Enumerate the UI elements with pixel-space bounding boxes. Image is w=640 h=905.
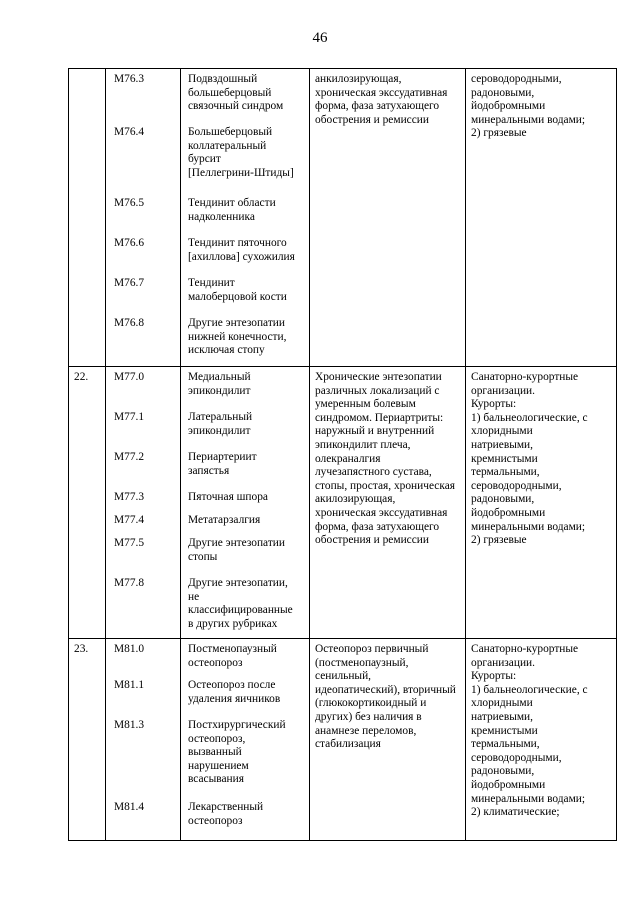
table-row: [69, 69, 617, 367]
disease-form-text: анкилозирующая, хроническая экссудативная форма, фаза затухающего обострения и ремиссии: [315, 73, 448, 126]
icd-codes-cell: [106, 367, 181, 639]
diagnosis-name: Другие энтезопатии нижней конечности, исключая стопу: [188, 317, 287, 357]
icd-codes-cell: [106, 639, 181, 841]
row-number-cell: [69, 69, 106, 367]
treatment-cell: [466, 639, 617, 841]
diagnosis-name: Лекарственный остеопороз: [188, 801, 264, 827]
diagnosis-name: Тендинит малоберцовой кости: [188, 277, 287, 303]
diagnosis-name: Периартериит запястья: [188, 451, 257, 477]
diagnosis-name: Пяточная шпора: [188, 491, 268, 503]
diagnosis-name: Тендинит пяточного [ахиллова] сухожилия: [188, 237, 295, 263]
disease-form-cell: [310, 639, 466, 841]
row-number-cell: 22.: [69, 367, 106, 639]
treatment-cell: [466, 367, 617, 639]
icd-code: M77.2: [114, 451, 145, 463]
icd-code: M76.3: [114, 73, 145, 85]
diagnosis-name: Латеральный эпикондилит: [188, 411, 253, 437]
icd-code: M77.0: [114, 371, 145, 383]
diagnosis-name: Подвздошный большеберцовый связочный синдром: [188, 73, 284, 113]
disease-form-text: Хронические энтезопатии различных локализаций с умеренным болевым синдромом. Периартриты: наружный и внутренний эпикондилит плеча, олекраналгия лучезапястного сустава, стопы, простая, хроническая акилозирующая, хроническая экссудативная форма, фаза затухающего обострения и ремиссии: [315, 371, 456, 547]
diagnosis-name: Метатарзалгия: [188, 514, 261, 526]
diagnosis-name: Другие энтезопатии, не классифицированные в других рубриках: [188, 577, 293, 630]
diagnosis-names-cell: [181, 69, 310, 367]
icd-code: M77.1: [114, 411, 145, 423]
icd-codes-cell: [106, 69, 181, 367]
icd-code: M76.7: [114, 277, 145, 289]
diagnosis-name: Остеопороз после удаления яичников: [188, 679, 281, 705]
icd-code: M77.4: [114, 514, 145, 526]
icd-code: M76.4: [114, 126, 145, 138]
row-number-cell: 23.: [69, 639, 106, 841]
diagnosis-table: [68, 68, 617, 841]
diagnosis-name: Тендинит области надколенника: [188, 197, 276, 223]
table-row: [69, 639, 617, 841]
icd-code: M81.4: [114, 801, 145, 813]
diagnosis-name: Большеберцовый коллатеральный бурсит [Пеллегрини-Штиды]: [188, 126, 294, 179]
diagnosis-name: Медиальный эпикондилит: [188, 371, 251, 397]
treatment-text: сероводородными, радоновыми, йодобромными минеральными водами; 2) грязевые: [471, 73, 586, 140]
icd-code: M81.1: [114, 679, 145, 691]
icd-code: M77.5: [114, 537, 145, 549]
icd-code: M76.5: [114, 197, 145, 209]
disease-form-text: Остеопороз первичный (постменопаузный, сенильный, идеопатический), вторичный (глюкокортикоидный и других) без наличия в анамнезе переломов, стабилизация: [315, 643, 456, 751]
treatment-cell: [466, 69, 617, 367]
treatment-text: Санаторно-курортные организации. Курорты: 1) бальнеологические, с хлоридными натриевыми, кремнистыми термальными, сероводородными, радоновыми, йодобромными минеральными водами; 2) грязевые: [471, 371, 588, 547]
page-number: 46: [312, 30, 328, 46]
icd-code: M76.8: [114, 317, 145, 329]
diagnosis-names-cell: [181, 639, 310, 841]
diagnosis-name: Постменопаузный остеопороз: [188, 643, 277, 669]
icd-code: M77.3: [114, 491, 145, 503]
icd-code: M76.6: [114, 237, 145, 249]
disease-form-cell: [310, 69, 466, 367]
treatment-text: Санаторно-курортные организации. Курорты: 1) бальнеологические, с хлоридными натриевыми, кремнистыми термальными, сероводородными, радоновыми, йодобромными минеральными водами; 2) климатические;: [471, 643, 588, 819]
table-row: [69, 367, 617, 639]
icd-code: M81.0: [114, 643, 145, 655]
diagnosis-names-cell: [181, 367, 310, 639]
diagnosis-name: Другие энтезопатии стопы: [188, 537, 285, 563]
icd-code: M77.8: [114, 577, 145, 589]
disease-form-cell: [310, 367, 466, 639]
icd-code: M81.3: [114, 719, 145, 731]
diagnosis-name: Постхирургический остеопороз, вызванный нарушением всасывания: [188, 719, 286, 786]
